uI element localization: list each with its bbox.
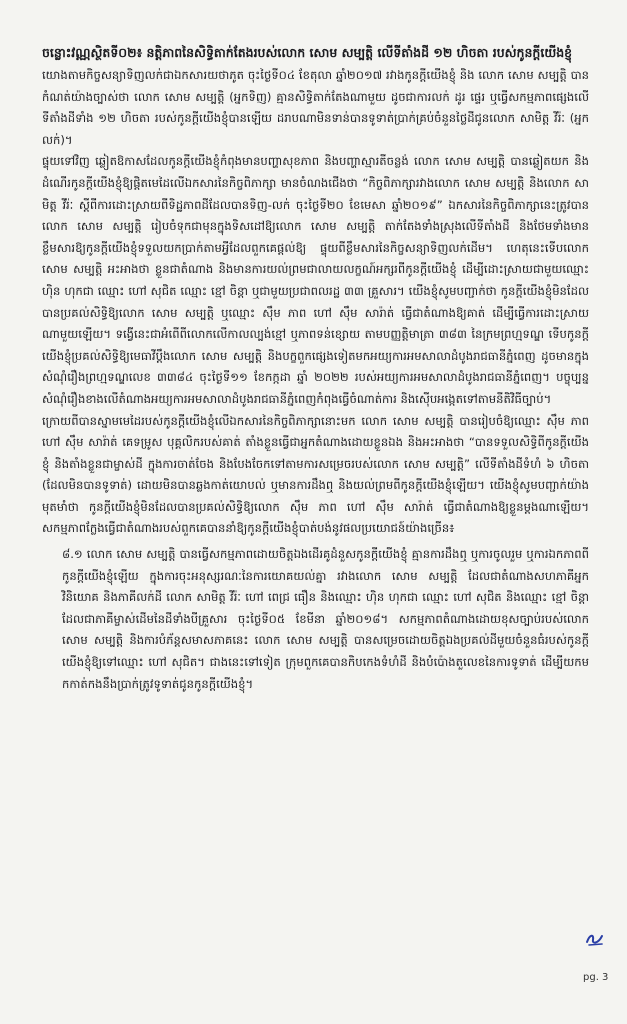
paragraph-2: ផ្ទុយទៅវិញ ឆ្លៀតឱកាសដែលកូនក្តីយើងខ្ញុំកំពុងមានបញ្ហាសុខភាព និងបញ្ហាស្មារតីចន្លង់ លោក សោម សម្បត្តិ បានឆ្លៀតយក និងដំណើរកូនក្តីយើងខ្ញុំឱ្យផ្តិតមេដៃលើឯកសារនៃកិច្ចពិភាក្សា មានចំណងជើងថា “កិច្ចពិភាក្សារវាងលោក សោម សម្បត្តិ និងលោក សាមិត្ត វីរ៉ៈ ស្តីពីការដោះស្រាយពីទិដ្ឋភាពដីដែលបានទិញ-លក់ ចុះថ្ងៃទី២០ ខែមេសា ឆ្នាំ២០១៩” ឯកសារនៃកិច្ចពិភាក្សានេះត្រូវបានលោក សោម សម្បត្តិ រៀបចំទុកជាមុនក្នុងទិសដៅឱ្យលោក សោម សម្បត្តិ តាក់តែងទាំងស្រុងលើទីតាំងដី និងថែមទាំងមានខ្លឹមសារឱ្យកូនក្តីយើងខ្ញុំទទួលយកប្រាក់តាមអ្វីដែលពួកគេផ្តល់ឱ្យ ផ្ទុយពីខ្លឹមសារនៃកិច្ចសន្យាទិញលក់ដើម។ ហេតុនេះទើបលោក សោម សម្បត្តិ អះអាងថា ខ្លួនជាតំណាង និងមានការយល់ព្រមជាលាយលក្ខណ៍អក្សរពីកូនក្តីយើងខ្ញុំ ដើម្បីដោះស្រាយជាមួយឈ្មោះ ហ៊ិន ហុកជា ឈ្មោះ ហៅ សុជិត ឈ្មោះ ខ្មៅ ចិន្តា ឬជាមួយប្រជាពលរដ្ឋ ៣៣ គ្រួសារ។ យើងខ្ញុំសូមបញ្ជាក់ថា កូនក្តីយើងខ្ញុំមិនដែលបានប្រគល់សិទ្ធិឱ្យលោក សោម សម្បត្តិ ឬឈ្មោះ ស៊ឹម ភាព ហៅ ស៊ឹម សារ៉ាត់ ធ្វើជាតំណាងឱ្យគាត់ ដើម្បីធ្វើការដោះស្រាយណាមួយឡើយ។ ទង្វើនេះជាអំពើពីលោកលើកាលល្បង់ខ្មៅ ឬភាពទន់ខ្សោយ តាមបញ្ញត្តិមាត្រា ៣៨៣ នៃក្រមព្រហ្មទណ្ឌ ទើបកូនក្តីយើងខ្ញុំប្រគល់សិទ្ធិឱ្យមេធាវីប្តឹងលោក សោម សម្បត្តិ និងបក្ខពួកផ្សេងទៀតមកអយ្យការអមសាលាដំបូងរាជធានីភ្នំពេញ ដូចមានក្នុងសំណុំរឿងព្រហ្មទណ្ឌលេខ ៣៣៨៤ ចុះថ្ងៃទី១១ ខែកក្កដា ឆ្នាំ ២០២២ របស់អយ្យការអមសាលាដំបូងរាជធានីភ្នំពេញ។ បច្ចុប្បន្ន សំណុំរឿងខាងលើតំណាងអយ្យការអមសាលាដំបូងរាជធានីភ្នំពេញកំពុងធ្វើចំណាត់ការ និងស៊ើបអង្កេតទៅតាមនីតិវិធីច្បាប់។	[42, 154, 589, 406]
paragraph-1: យោងតាមកិច្ចសន្យាទិញលក់ជាឯកសារយថាភូត ចុះថ្ងៃទី០៤ ខែតុលា ឆ្នាំ២០១៧ រវាងកូនក្តីយើងខ្ញុំ និង លោក សោម សម្បត្តិ បានកំណត់យ៉ាងច្បាស់ថា លោក សោម សម្បត្តិ (អ្នកទិញ) គ្មានសិទ្ធិតាក់តែងណាមួយ ដូចជាការលក់ ដូរ ផ្ទេរ ឬធ្វើសកម្មភាពផ្សេងលើទីតាំងដីទាំង ១២ ហិចតា របស់កូនក្តីយើងខ្ញុំបានឡើយ ដរាបណាមិនទាន់បានទូទាត់ប្រាក់គ្រប់ចំនួនថ្លៃដីជូនលោក សាមិត្ត វីរ៉ៈ (អ្នកលក់)។	[42, 68, 589, 147]
section-heading: ចន្លោះវណ្ណស្ថិតទី០២៖ នត្តិភាពនៃសិទ្ធិតាក់តែងរបស់លោក សោម សម្បត្តិ លើទីតាំងដី ១២ ហិចតា របស់កូនក្តីយើងខ្ញុំ	[42, 45, 573, 60]
numbered-item-8-1: ៨.១ លោក សោម សម្បត្តិ បានធ្វើសកម្មភាពដោយចិត្តឯងដើរគូដំនួសកូនក្តីយើងខ្ញុំ គ្មានការដឹងឮ ឬការចូលរួម ឬការឯកភាពពីកូនក្តីយើងខ្ញុំឡើយ ក្នុងការចុះអនុស្សរណៈនៃការយោគយល់គ្នា រវាងលោក សោម សម្បត្តិ ដែលជាតំណាងសហភាគីអ្នកវិនិយោគ និងភាគីលក់ដី លោក សាមិត្ត វីរ៉ៈ ហៅ ពេជ្រ ធឿន និងឈ្មោះ ហ៊ិន ហុកជា ឈ្មោះ ហៅ សុជិត និងឈ្មោះ ខ្មៅ ចិន្តា ដែលជាភាគីម្ចាស់ដើមនៃដីទាំងបីគ្រួសារ ចុះថ្ងៃទី០៥ ខែមីនា ឆ្នាំ២០១៨។ សកម្មភាពតំណាងដោយខុសច្បាប់របស់លោក សោម សម្បត្តិ និងការបំភ័ន្តសមាសភាគនេះ លោក សោម សម្បត្តិ បានសម្រេចដោយចិត្តឯងប្រគល់ដីមួយចំនួនធំរបស់កូនក្តីយើងខ្ញុំឱ្យទៅឈ្មោះ ហៅ សុជិត។ ជាងនេះទៅទៀត ក្រុមពួកគេបានកិបកេងទំហំដី និងបំប៉ោងតួលេខនៃការទូទាត់ ដើម្បីយកមកកាត់កងនឹងប្រាក់ត្រូវទូទាត់ជូនកូនក្តីយើងខ្ញុំ។	[62, 547, 589, 691]
page-number: pg. 3	[583, 972, 609, 983]
initials-signature	[584, 930, 606, 948]
paragraph-3: ក្រោយពីបានស្នាមមេដៃរបស់កូនក្តីយើងខ្ញុំលើឯកសារនៃកិច្ចពិភាក្សានោះមក លោក សោម សម្បត្តិ បានរៀបចំឱ្យឈ្មោះ ស៊ឹម ភាព ហៅ ស៊ឹម សារ៉ាត់ គេទម្រូស បុគ្គលិករបស់គាត់ តាំងខ្លួនធ្វើជាអ្នកតំណាងដោយខ្លួនឯង និងអះអាងថា “បានទទួលសិទ្ធិពីកូនក្តីយើងខ្ញុំ និងតាំងខ្លួនជាម្ចាស់ដី ក្នុងការចាត់ចែង និងបែងចែកទៅតាមការសម្រេចរបស់លោក សោម សម្បត្តិ” លើទីតាំងដីទំហំ ៦ ហិចតា (ដែលមិនបានទូទាត់) ដោយមិនបានឆ្លងកាត់យោបល់ ឬមានការដឹងឮ និងយល់ព្រមពីកូនក្តីយើងខ្ញុំឡើយ។ យើងខ្ញុំសូមបញ្ជាក់យ៉ាងមុតមាំថា កូនក្តីយើងខ្ញុំមិនដែលបានប្រគល់សិទ្ធិឱ្យលោក ស៊ឹម ភាព ហៅ ស៊ឹម សារ៉ាត់ ធ្វើជាតំណាងឱ្យខ្លួនម្តងណាឡើយ។ សកម្មភាពក្លែងធ្វើជាតំណាងរបស់ពួកគេបាននាំឱ្យកូនក្តីយើងខ្ញុំបាត់បង់នូវផលប្រយោជន៍យ៉ាងច្រើន៖	[42, 413, 589, 536]
